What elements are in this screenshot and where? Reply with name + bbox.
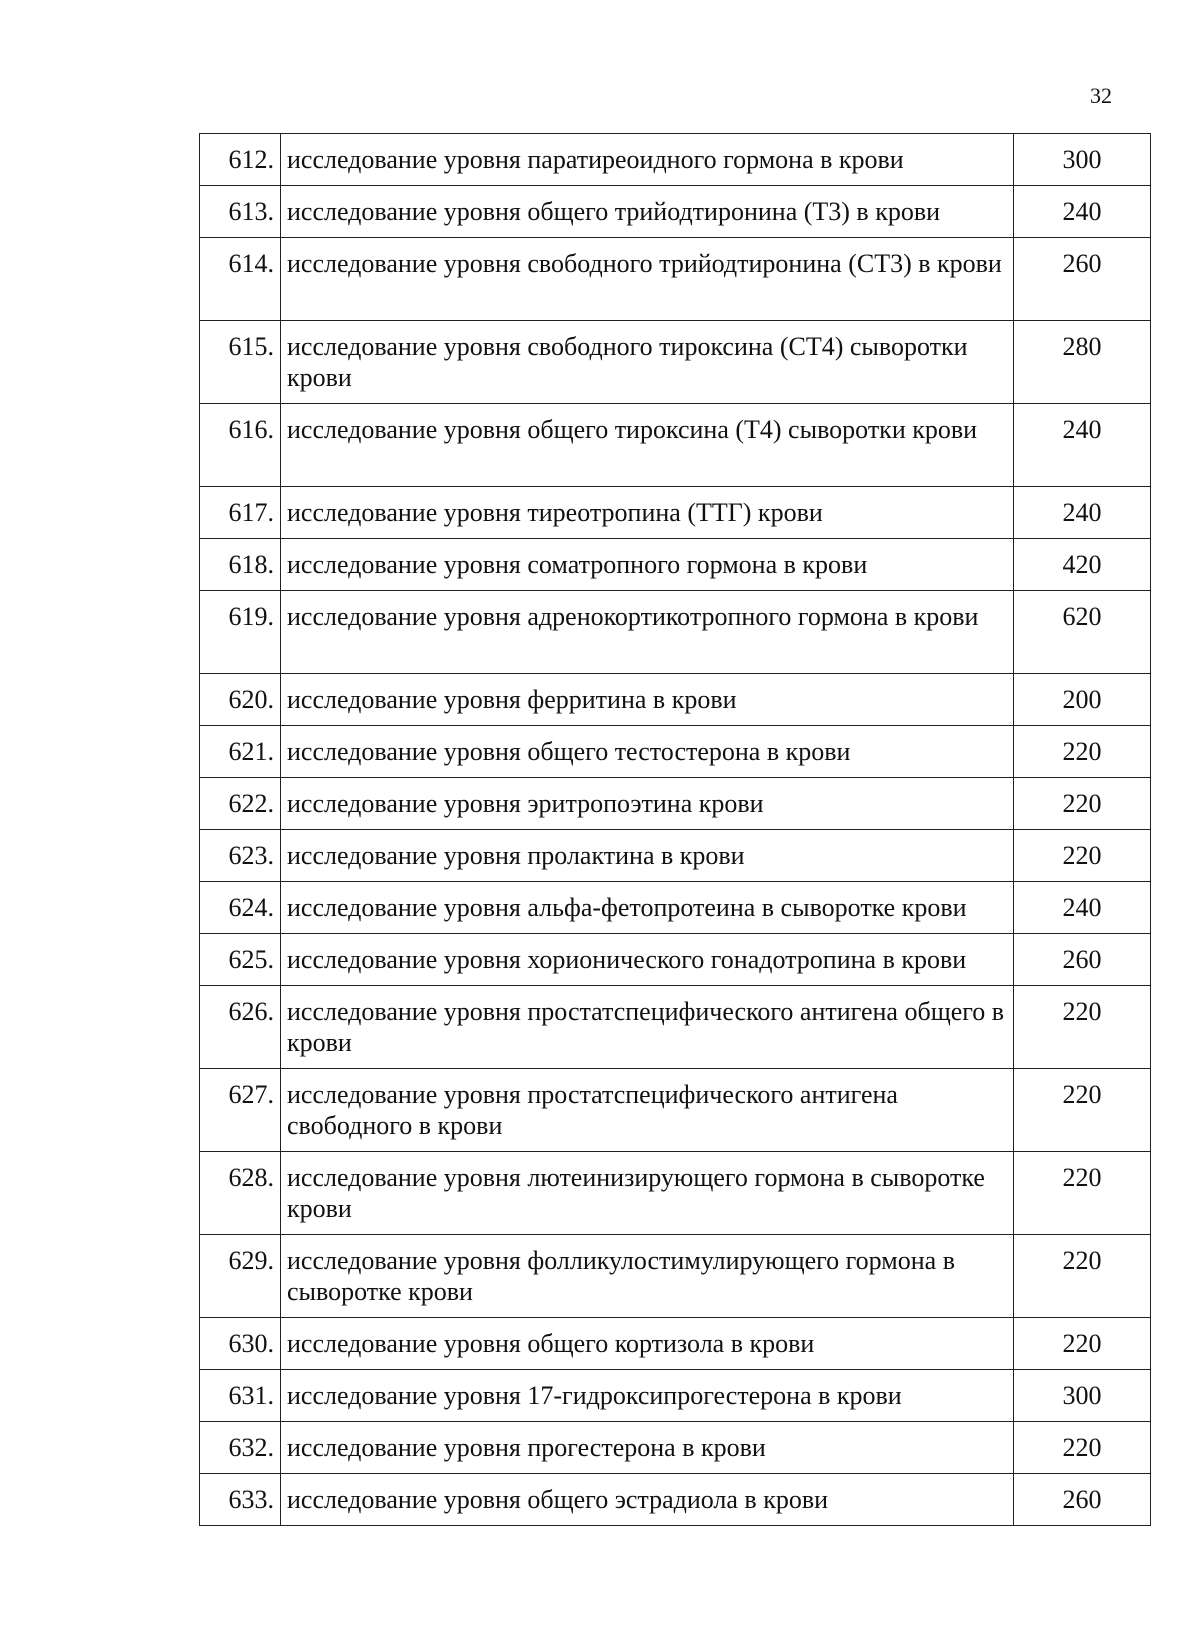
service-name-cell: исследование уровня 17-гидроксипрогестерона в крови [281, 1370, 1014, 1422]
price-cell: 220 [1014, 1235, 1151, 1318]
service-name-cell: исследование уровня соматропного гормона в крови [281, 539, 1014, 591]
row-number-cell: 616. [200, 404, 281, 487]
service-name-cell: исследование уровня адренокортикотропного гормона в крови [281, 591, 1014, 674]
table-row [200, 1069, 1151, 1152]
table-row [200, 591, 1151, 674]
price-cell: 260 [1014, 238, 1151, 321]
table-row [200, 321, 1151, 404]
page-number: 32 [1090, 83, 1112, 108]
service-name-cell: исследование уровня эритропоэтина крови [281, 778, 1014, 830]
service-name-cell: исследование уровня прогестерона в крови [281, 1422, 1014, 1474]
service-name-cell: исследование уровня ферритина в крови [281, 674, 1014, 726]
price-table [199, 133, 1151, 1526]
service-name-cell: исследование уровня альфа-фетопротеина в сыворотке крови [281, 882, 1014, 934]
service-name-cell: исследование уровня общего тестостерона в крови [281, 726, 1014, 778]
table-row [200, 882, 1151, 934]
row-number-cell: 624. [200, 882, 281, 934]
price-cell: 240 [1014, 882, 1151, 934]
row-number-cell: 633. [200, 1474, 281, 1526]
table-row [200, 186, 1151, 238]
table-body [200, 134, 1151, 1526]
service-name-cell: исследование уровня общего кортизола в крови [281, 1318, 1014, 1370]
row-number-cell: 621. [200, 726, 281, 778]
table-row [200, 1370, 1151, 1422]
table-row [200, 1152, 1151, 1235]
row-number-cell: 632. [200, 1422, 281, 1474]
price-cell: 220 [1014, 1152, 1151, 1235]
price-cell: 240 [1014, 487, 1151, 539]
row-number-cell: 627. [200, 1069, 281, 1152]
service-name-cell: исследование уровня общего эстрадиола в крови [281, 1474, 1014, 1526]
price-cell: 260 [1014, 1474, 1151, 1526]
row-number-cell: 622. [200, 778, 281, 830]
service-name-cell: исследование уровня общего трийодтиронина (Т3) в крови [281, 186, 1014, 238]
service-name-cell: исследование уровня простатспецифического антигена свободного в крови [281, 1069, 1014, 1152]
table-row [200, 1474, 1151, 1526]
service-name-cell: исследование уровня свободного тироксина (СТ4) сыворотки крови [281, 321, 1014, 404]
row-number-cell: 615. [200, 321, 281, 404]
service-name-cell: исследование уровня свободного трийодтиронина (СТ3) в крови [281, 238, 1014, 321]
table-row [200, 830, 1151, 882]
price-cell: 200 [1014, 674, 1151, 726]
price-cell: 220 [1014, 1318, 1151, 1370]
table-row [200, 986, 1151, 1069]
row-number-cell: 613. [200, 186, 281, 238]
row-number-cell: 628. [200, 1152, 281, 1235]
price-cell: 300 [1014, 134, 1151, 186]
price-cell: 220 [1014, 1069, 1151, 1152]
price-cell: 620 [1014, 591, 1151, 674]
row-number-cell: 612. [200, 134, 281, 186]
row-number-cell: 623. [200, 830, 281, 882]
table-row [200, 934, 1151, 986]
service-name-cell: исследование уровня фолликулостимулирующего гормона в сыворотке крови [281, 1235, 1014, 1318]
price-cell: 220 [1014, 726, 1151, 778]
table-row [200, 1422, 1151, 1474]
table-row [200, 539, 1151, 591]
price-cell: 240 [1014, 404, 1151, 487]
service-name-cell: исследование уровня тиреотропина (ТТГ) крови [281, 487, 1014, 539]
service-name-cell: исследование уровня пролактина в крови [281, 830, 1014, 882]
row-number-cell: 614. [200, 238, 281, 321]
table-row [200, 487, 1151, 539]
price-cell: 300 [1014, 1370, 1151, 1422]
row-number-cell: 620. [200, 674, 281, 726]
table-row [200, 726, 1151, 778]
price-cell: 220 [1014, 778, 1151, 830]
row-number-cell: 618. [200, 539, 281, 591]
service-name-cell: исследование уровня простатспецифического антигена общего в крови [281, 986, 1014, 1069]
table-row [200, 778, 1151, 830]
row-number-cell: 626. [200, 986, 281, 1069]
price-cell: 220 [1014, 1422, 1151, 1474]
row-number-cell: 617. [200, 487, 281, 539]
row-number-cell: 631. [200, 1370, 281, 1422]
service-name-cell: исследование уровня хорионического гонадотропина в крови [281, 934, 1014, 986]
table-row [200, 134, 1151, 186]
service-name-cell: исследование уровня паратиреоидного гормона в крови [281, 134, 1014, 186]
table-row [200, 1318, 1151, 1370]
row-number-cell: 629. [200, 1235, 281, 1318]
price-cell: 240 [1014, 186, 1151, 238]
price-cell: 280 [1014, 321, 1151, 404]
service-name-cell: исследование уровня общего тироксина (Т4) сыворотки крови [281, 404, 1014, 487]
price-cell: 220 [1014, 830, 1151, 882]
table-row [200, 404, 1151, 487]
row-number-cell: 625. [200, 934, 281, 986]
table-row [200, 1235, 1151, 1318]
table-row [200, 238, 1151, 321]
table-row [200, 674, 1151, 726]
price-cell: 420 [1014, 539, 1151, 591]
row-number-cell: 630. [200, 1318, 281, 1370]
row-number-cell: 619. [200, 591, 281, 674]
price-cell: 220 [1014, 986, 1151, 1069]
service-name-cell: исследование уровня лютеинизирующего гормона в сыворотке крови [281, 1152, 1014, 1235]
price-cell: 260 [1014, 934, 1151, 986]
